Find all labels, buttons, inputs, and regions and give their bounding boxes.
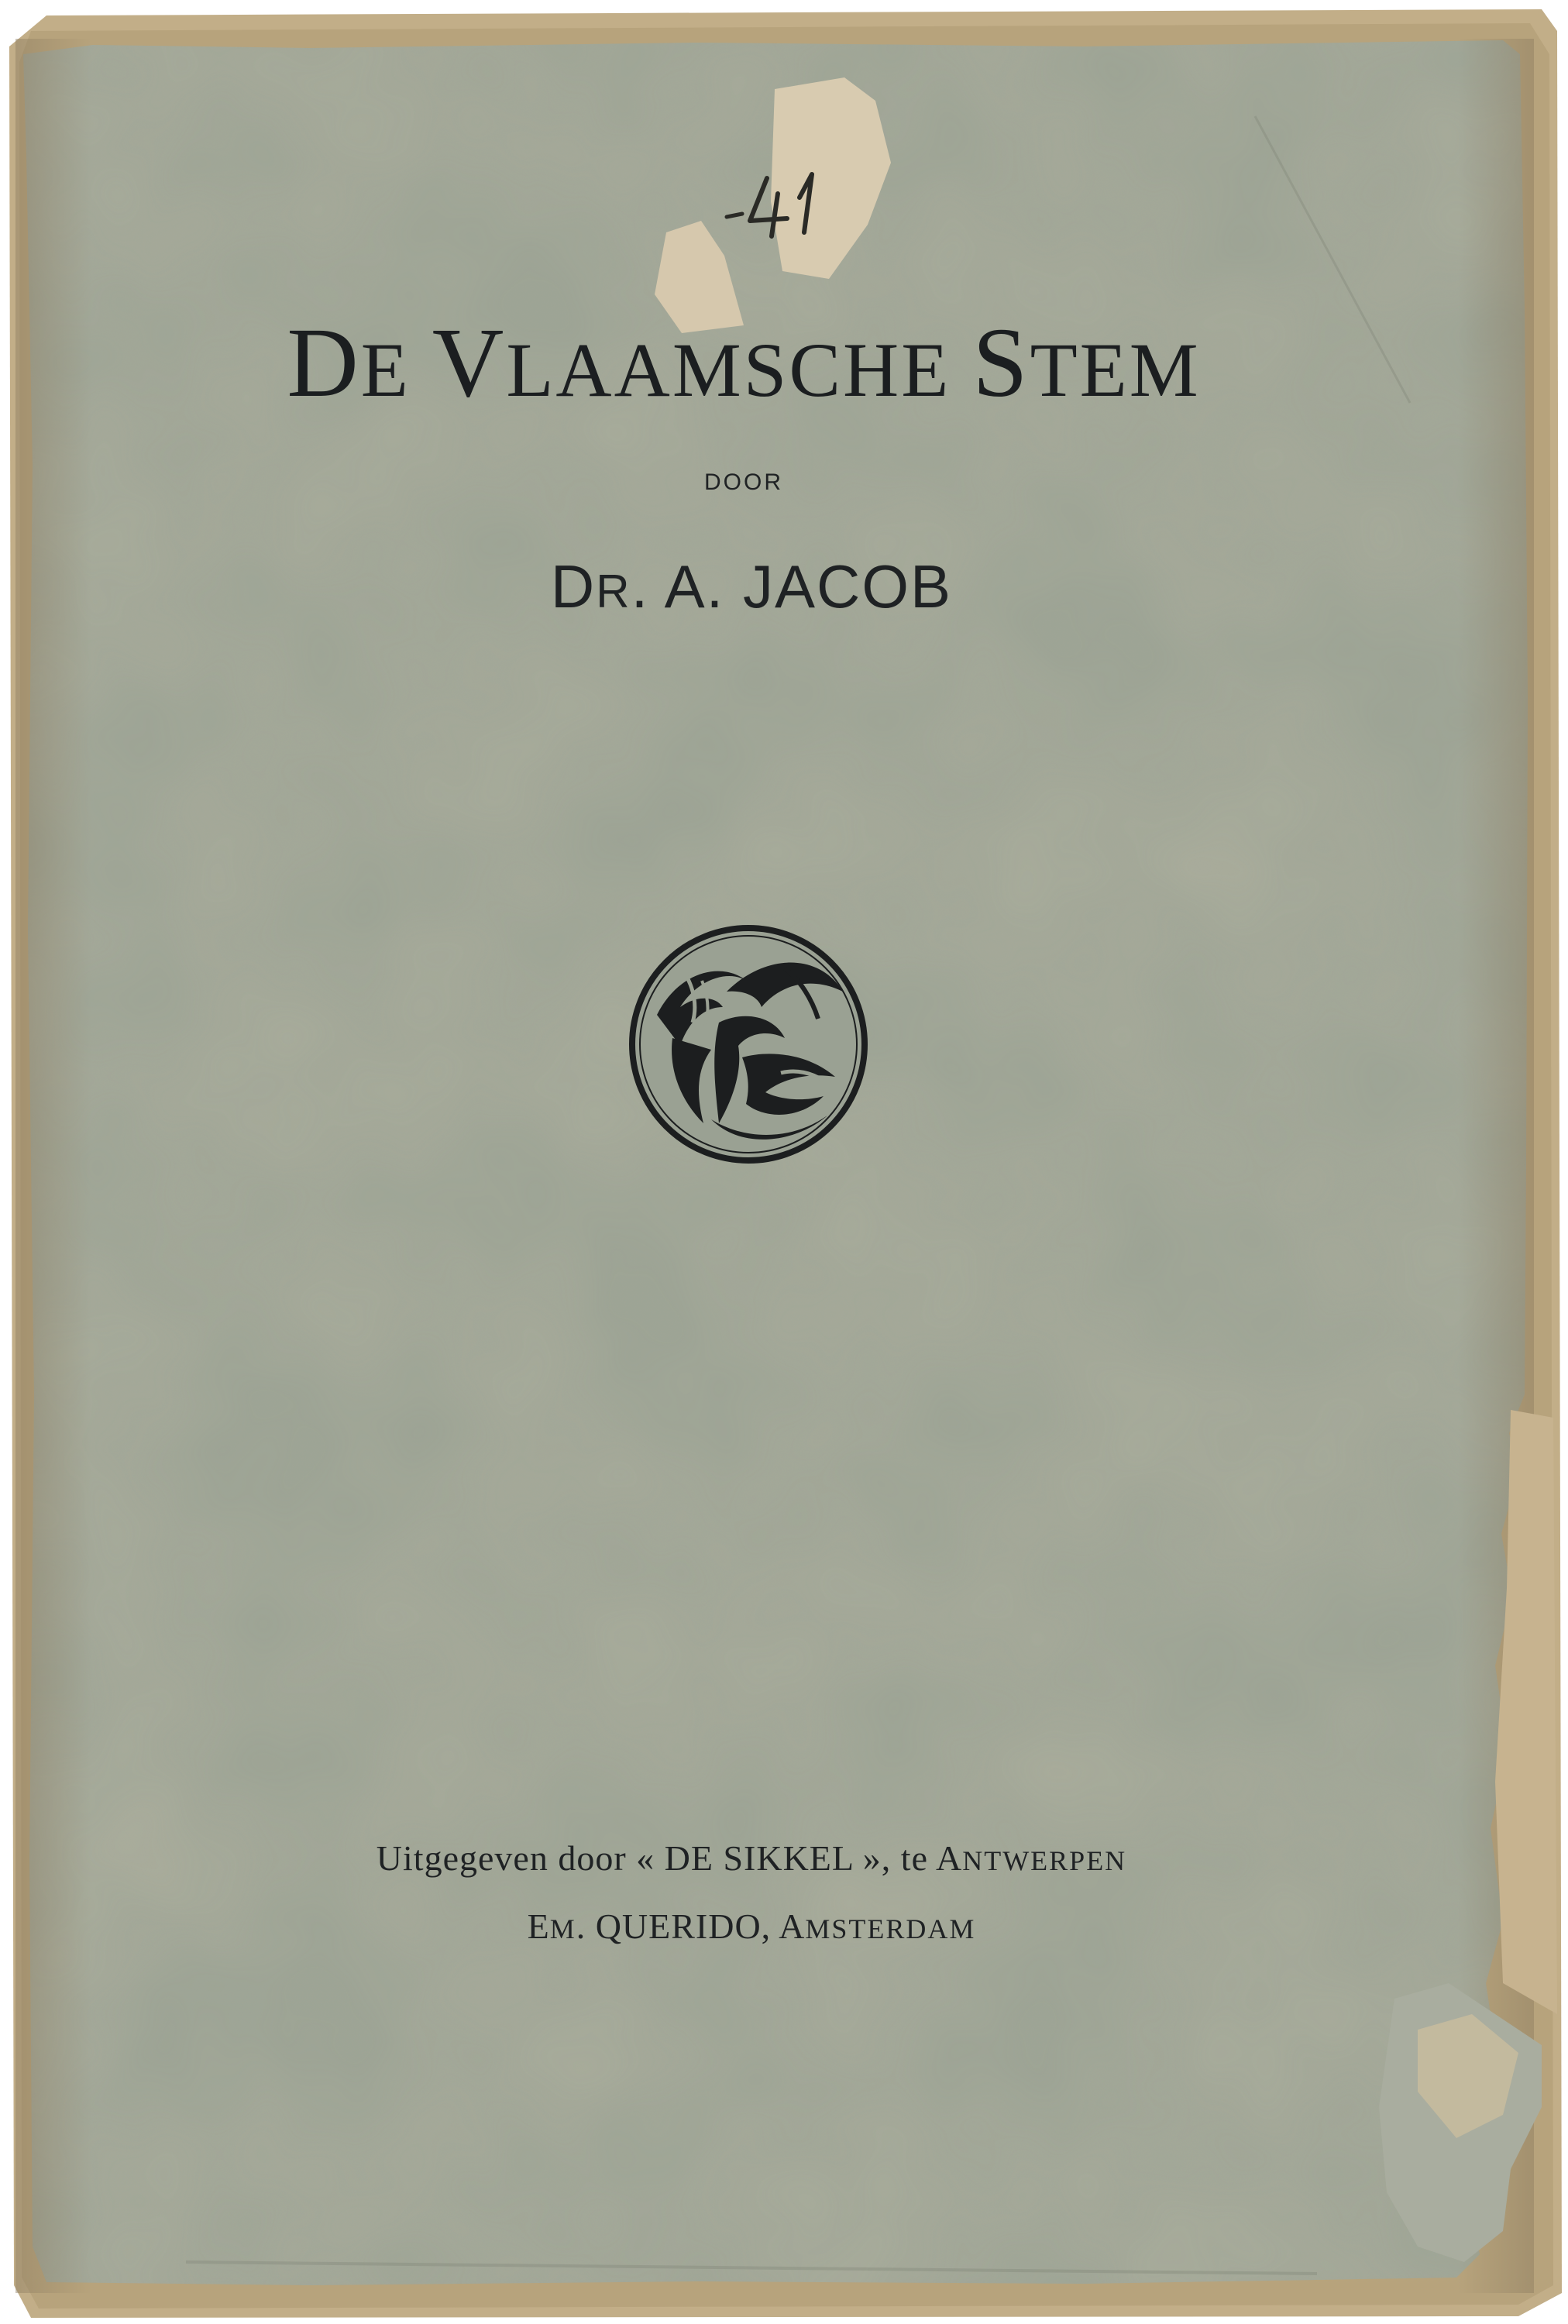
publisher-line-1: Uitgegeven door « DE SIKKEL », te ANTWERPEN (376, 1838, 1127, 1878)
book-title: DE VLAAMSCHE STEM (287, 308, 1201, 418)
publisher-line-2: EM. QUERIDO, AMSTERDAM (527, 1906, 976, 1946)
sickle-emblem-icon (626, 922, 871, 1167)
author-name: DR. A. JACOB (550, 552, 953, 621)
by-label: DOOR (704, 469, 783, 495)
